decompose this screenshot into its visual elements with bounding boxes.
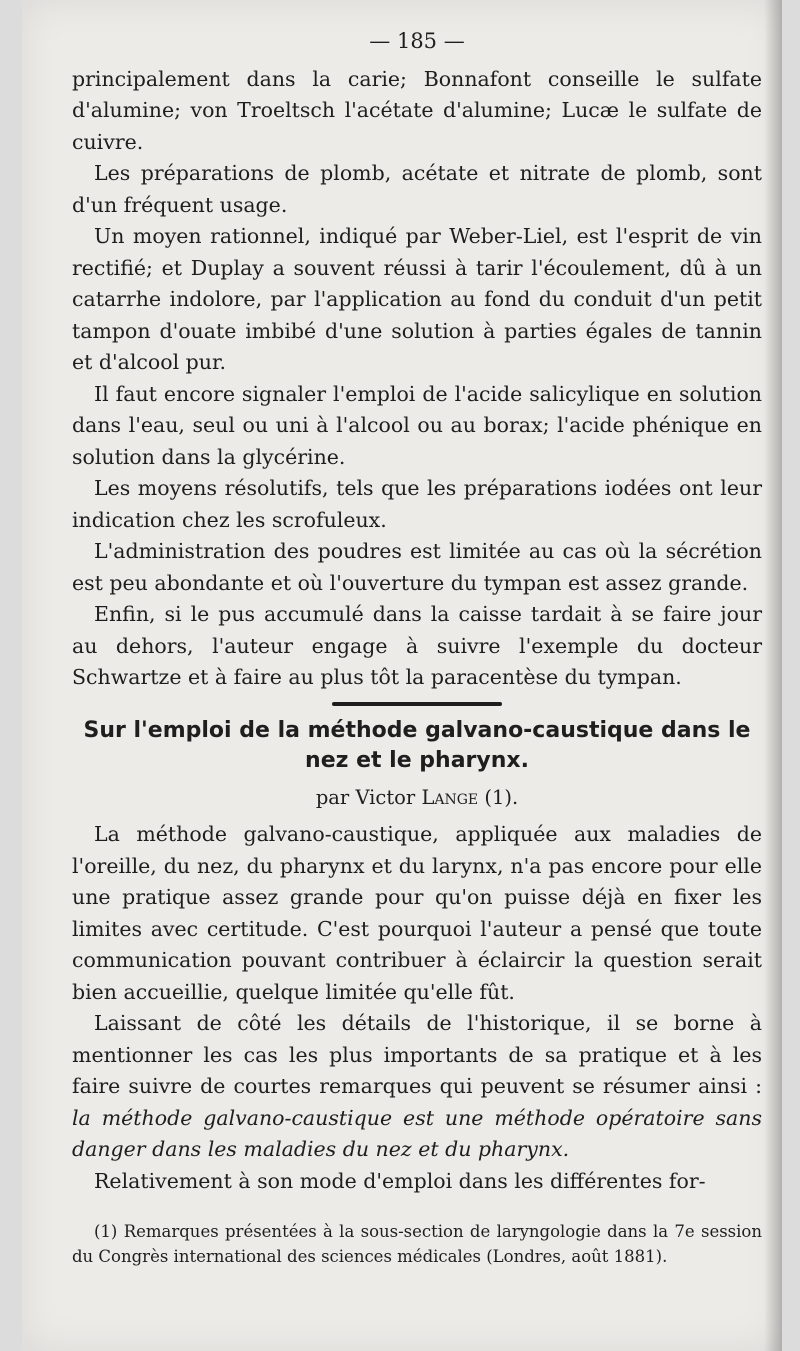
paragraph-introduction: La méthode galvano-caustique, appliquée aux maladies de l'oreille, du nez, du pharynx et du larynx, n'a pas encore pour elle une pratique assez grande pour qu'on puisse déjà en fixer les limites avec certitude. C'est pourquoi l'auteur a pensé que toute communication pouvant contribuer à éclaircir la question serait bien accueillie, quelque limitée qu'elle fût. [72,822,762,1004]
footnote-reference: (1). [478,785,519,809]
page-text [72,26,762,1269]
paragraph-poudres: L'administration des poudres est limitée au cas où la sécrétion est peu abondante et où l'ouverture du tympan est assez grande. [72,539,762,595]
author-surname: Lange [421,785,479,809]
paragraph-weber-liel: Un moyen rationnel, indiqué par Weber-Liel, est l'esprit de vin rectifié; et Duplay a souvent réussi à tarir l'écoulement, dû à un catarrhe indolore, par l'application au fond du conduit d'un petit tampon d'ouate imbibé d'une solution à parties égales de tannin et d'alcool pur. [72,224,762,374]
page-edge-shadow [764,0,782,1351]
book-page [22,0,782,1351]
paragraph-laissant-text: Laissant de côté les détails de l'historique, il se borne à mentionner les cas les plus importants de sa pratique et à les faire suivre de courtes remarques qui peuvent se résumer ainsi : [72,1011,762,1098]
paragraph-laissant-italic: la méthode galvano-caustique est une méthode opératoire sans danger dans les maladies du nez et du pharynx. [72,1105,762,1161]
paragraph-laissant [72,1008,762,1166]
section-divider [332,702,502,706]
footnote: (1) Remarques présentées à la sous-section de laryngologie dans la 7e session du Congrès international des sciences médicales (Londres, août 1881). [72,1222,762,1266]
byline-prefix: par Victor [315,785,422,809]
paragraph-paracentese: Enfin, si le pus accumulé dans la caisse tardait à se faire jour au dehors, l'auteur engage à suivre l'exemple du docteur Schwartze et à faire au plus tôt la paracentèse du tympan. [72,602,762,689]
paragraph-salicylique: Il faut encore signaler l'emploi de l'acide salicylique en solution dans l'eau, seul ou uni à l'alcool ou au borax; l'acide phénique en solution dans la glycérine. [72,381,762,469]
paragraph-continued: principalement dans la carie; Bonnafont conseille le sulfate d'alumine; von Troeltsch l'acétate d'alumine; Lucæ le sulfate de cuivre. [72,66,762,154]
paragraph-resolutifs: Les moyens résolutifs, tels que les préparations iodées ont leur indication chez les scrofuleux. [72,476,762,532]
paragraph-relativement: Relativement à son mode d'emploi dans les différentes for- [94,1168,706,1193]
paragraph-plomb: Les préparations de plomb, acétate et nitrate de plomb, sont d'un fréquent usage. [72,161,762,217]
article-title: Sur l'emploi de la méthode galvano-caustique dans le nez et le pharynx. [83,717,751,773]
page-number: — 185 — [369,29,465,53]
article-byline [72,782,762,814]
